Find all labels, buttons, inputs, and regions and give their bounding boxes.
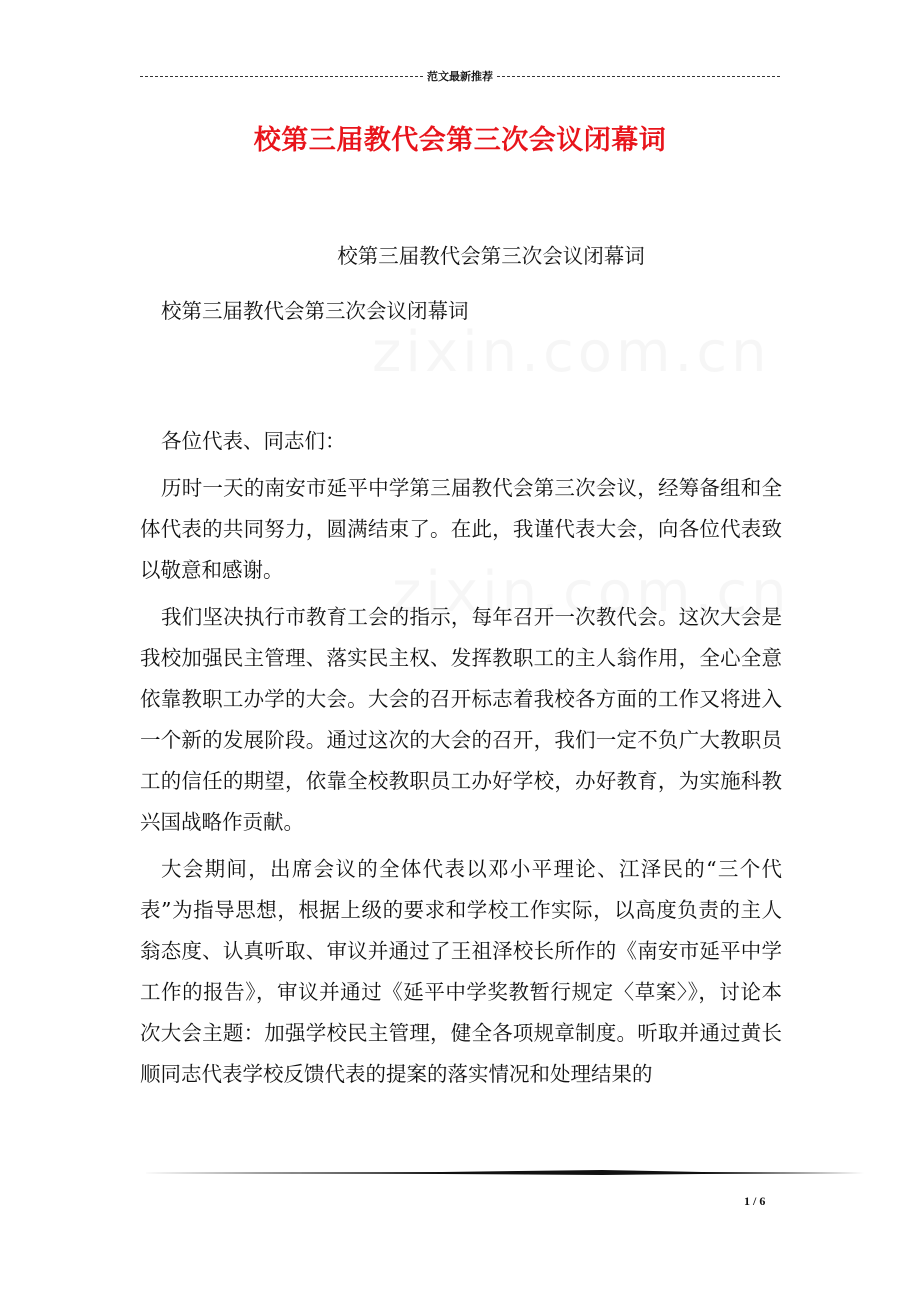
header-dash-right — [497, 76, 780, 77]
document-body — [140, 236, 782, 1095]
paragraph: 大会期间，出席会议的全体代表以邓小平理论、江泽民的“三个代表”为指导思想，根据上级的要求和学校工作实际，以高度负责的主人翁态度、认真听取、审议并通过了王祖泽校长所作的《南安市延平中学工作的报告》，审议并通过《延平中学奖教暂行规定〈草案〉》，讨论本次大会主题：加强学校民主管理，健全各项规章制度。听取并通过黄长顺同志代表学校反馈代表的提案的落实情况和处理结果的 — [140, 857, 782, 1086]
header-label: 范文最新推荐 — [427, 70, 493, 83]
document-title: 校第三届教代会第三次会议闭幕词 — [253, 125, 667, 156]
header-dash-left — [140, 76, 423, 77]
subtitle-centered: 校第三届教代会第三次会议闭幕词 — [337, 244, 645, 268]
page-header — [140, 68, 780, 84]
subtitle-line: 校第三届教代会第三次会议闭幕词 — [161, 299, 469, 323]
spacer — [140, 277, 782, 291]
spacer — [140, 373, 782, 421]
greeting: 各位代表、同志们： — [161, 429, 346, 453]
paragraph: 我们坚决执行市教育工会的指示，每年召开一次教代会。这次大会是我校加强民主管理、落实民主权、发挥教职工的主人翁作用，全心全意依靠教职工办学的大会。大会的召开标志着我校各方面的工作又将进入一个新的发展阶段。通过这次的大会的召开，我们一定不负广大教职员工的信任的期望，依靠全校教职员工办好学校，办好教育，为实施科教兴国战略作贡献。 — [140, 605, 782, 834]
footer-rule — [142, 1170, 864, 1175]
page-number: 1 / 6 — [744, 1194, 766, 1208]
spacer — [140, 332, 782, 373]
paragraph: 历时一天的南安市延平中学第三届教代会第三次会议，经筹备组和全体代表的共同努力，圆满结束了。在此，我谨代表大会，向各位代表致以敬意和感谢。 — [140, 476, 782, 582]
